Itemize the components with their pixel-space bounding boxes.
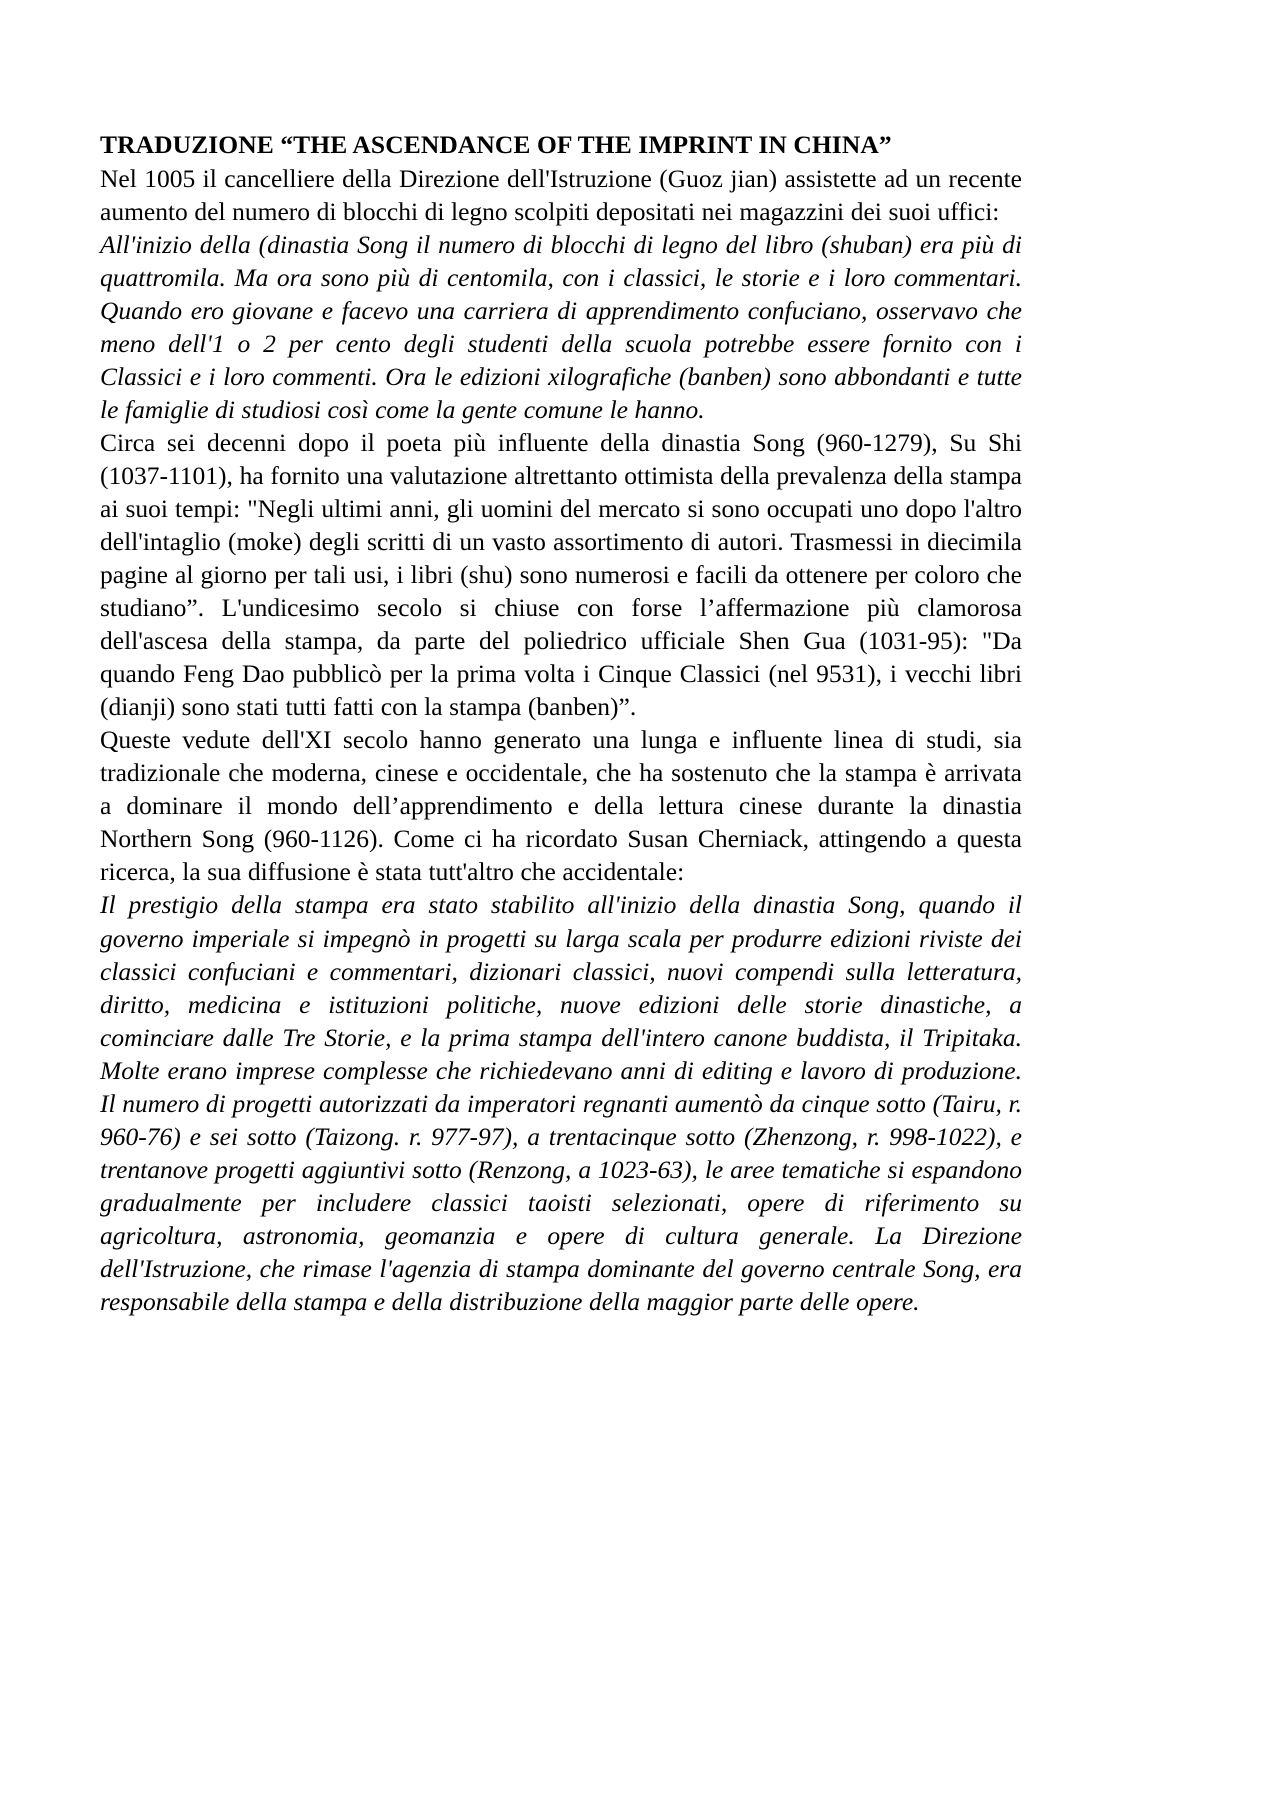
page-title: TRADUZIONE “THE ASCENDANCE OF THE IMPRINT IN CHINA” bbox=[100, 130, 892, 159]
blockquote-prestigio: Il prestigio della stampa era stato stabilito all'inizio della dinastia Song, quando il governo imperiale si impegnò in progetti su larga scala per produrre edizioni riviste dei classici confuciani e commentari, dizionari classici, nuovi compendi sulla letteratura, diritto, medicina e istituzioni politiche, nuove edizioni delle storie dinastiche, a cominciare dalle Tre Storie, e la prima stampa dell'intero canone buddista, il Tripitaka. Molte erano imprese complesse che richiedevano anni di editing e lavoro di produzione. Il numero di progetti autorizzati da imperatori regnanti aumentò da cinque sotto (Tairu, r. 960-76) e sei sotto (Taizong. r. 977-97), a trentacinque sotto (Zhenzong, r. 998-1022), e trentanove progetti aggiuntivi sotto (Renzong, a 1023-63), le aree tematiche si espandono gradualmente per includere classici taoisti selezionati, opere di riferimento su agricoltura, astronomia, geomanzia e opere di cultura generale. La Direzione dell'Istruzione, che rimase l'agenzia di stampa dominante del governo centrale Song, era responsabile della stampa e della distribuzione della maggior parte delle opere. bbox=[100, 890, 1022, 1316]
document-body bbox=[100, 128, 1022, 1318]
blockquote-shuban: All'inizio della (dinastia Song il numero di blocchi di legno del libro (shuban) era più di quattromila. Ma ora sono più di centomila, con i classici, le storie e i loro commentari. Quando ero giovane e facevo una carriera di apprendimento confuciano, osservavo che meno dell'1 o 2 per cento degli studenti della scuola potrebbe essere fornito con i Classici e i loro commenti. Ora le edizioni xilografiche (banben) sono abbondanti e tutte le famiglie di studiosi così come la gente comune le hanno. bbox=[100, 230, 1022, 425]
paragraph-cherniack: Queste vedute dell'XI secolo hanno generato una lunga e influente linea di studi, sia tradizionale che moderna, cinese e occidentale, che ha sostenuto che la stampa è arrivata a dominare il mondo dell’apprendimento e della lettura cinese durante la dinastia Northern Song (960-1126). Come ci ha ricordato Susan Cherniack, attingendo a questa ricerca, la sua diffusione è stata tutt'altro che accidentale: bbox=[100, 725, 1022, 887]
paragraph-su-shi: Circa sei decenni dopo il poeta più influente della dinastia Song (960-1279), Su Shi (1037-1101), ha fornito una valutazione altrettanto ottimista della prevalenza della stampa ai suoi tempi: "Negli ultimi anni, gli uomini del mercato si sono occupati uno dopo l'altro dell'intaglio (moke) degli scritti di un vasto assortimento di autori. Trasmessi in diecimila pagine al giorno per tali usi, i libri (shu) sono numerosi e facili da ottenere per coloro che studiano”. L'undicesimo secolo si chiuse con forse l’affermazione più clamorosa dell'ascesa della stampa, da parte del poliedrico ufficiale Shen Gua (1031-95): "Da quando Feng Dao pubblicò per la prima volta i Cinque Classici (nel 9531), i vecchi libri (dianji) sono stati tutti fatti con la stampa (banben)”. bbox=[100, 428, 1022, 722]
paragraph-intro: Nel 1005 il cancelliere della Direzione dell'Istruzione (Guoz jian) assistette ad un recente aumento del numero di blocchi di legno scolpiti depositati nei magazzini dei suoi uffici: bbox=[100, 164, 1022, 227]
